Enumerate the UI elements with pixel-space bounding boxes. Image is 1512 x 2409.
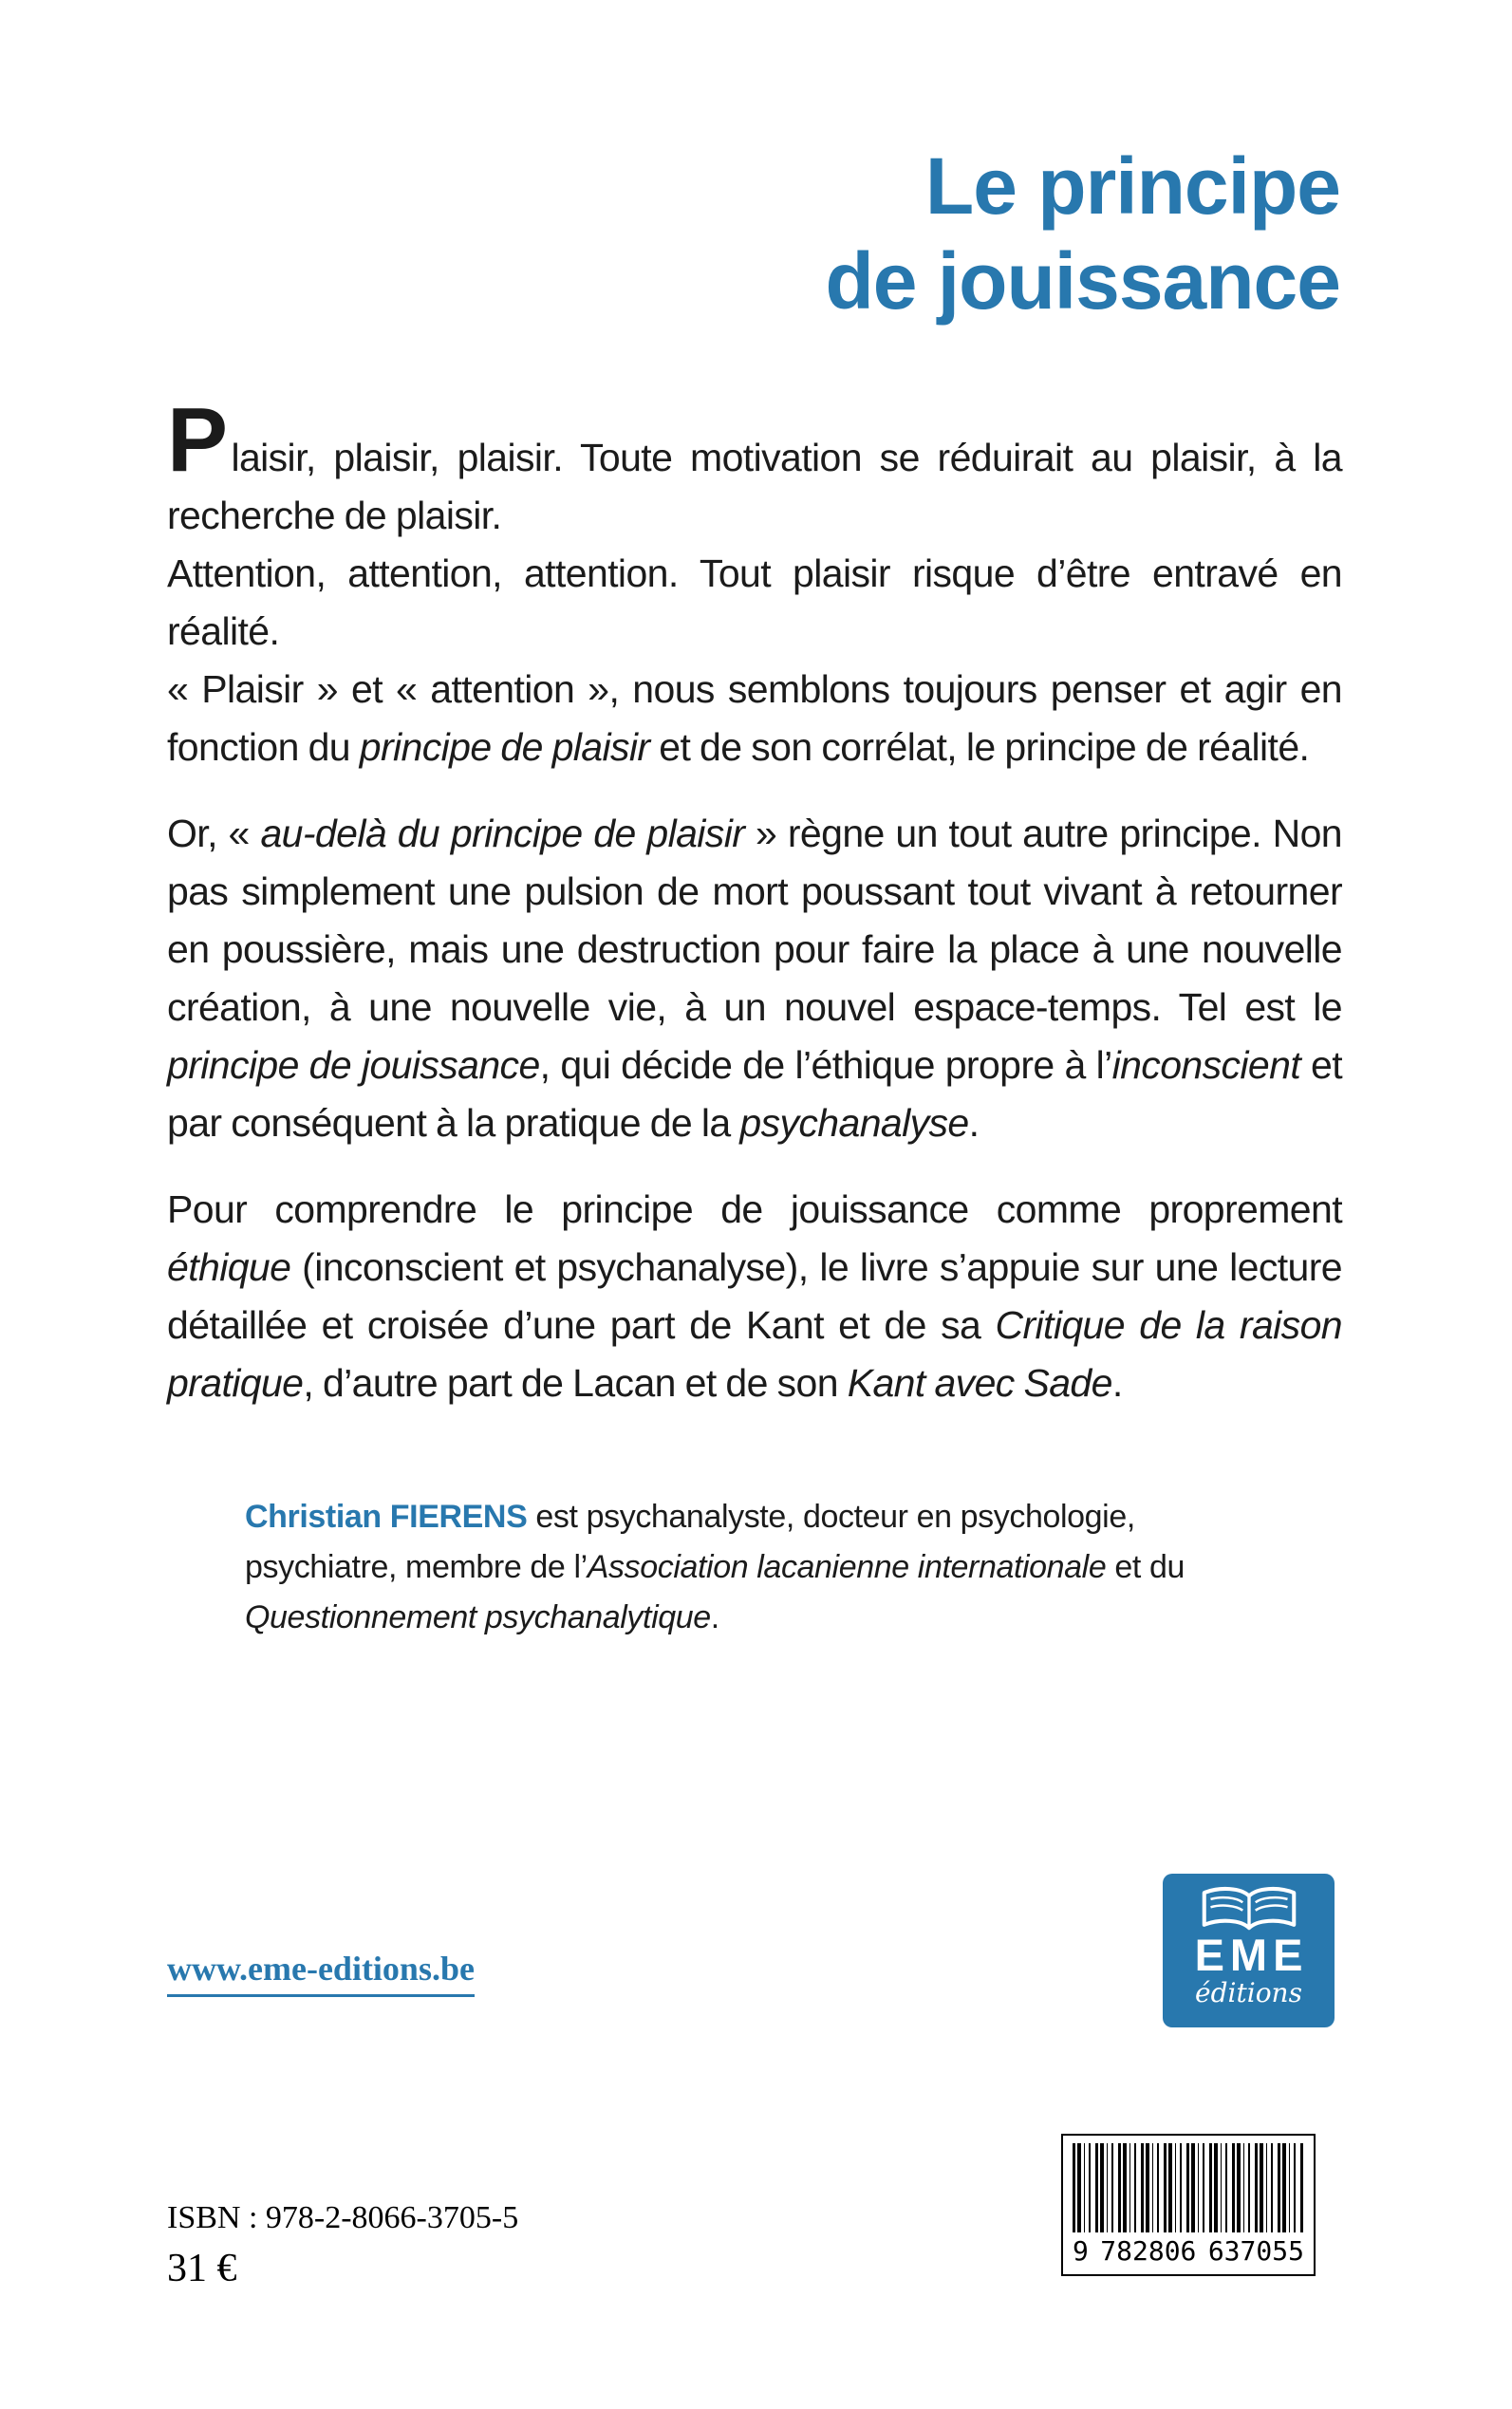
paragraph-text: laisir, plaisir, plaisir. Toute motivation se réduirait au plaisir, à la recherche de plaisir. xyxy=(167,436,1342,537)
paragraph-pour-comprendre: Pour comprendre le principe de jouissance comme proprement éthique (inconscient et psychanalyse), le livre s’appuie sur une lecture détaillée et croisée d’une part de Kant et de sa Critique de la raison pratique, d’autre part de Lacan et de son Kant avec Sade. xyxy=(167,1187,1342,1405)
publisher-logo xyxy=(1163,1874,1335,2027)
book-title-line2: de jouissance xyxy=(825,236,1340,326)
book-title xyxy=(825,139,1340,328)
barcode-digits xyxy=(1073,2235,1304,2268)
isbn-label: ISBN : 978-2-8066-3705-5 xyxy=(167,2200,519,2235)
author-bio: Christian FIERENS est psychanalyste, docteur en psychologie, psychiatre, membre de l’Association lacanienne internationale et du Questionnement psychanalytique. xyxy=(245,1499,1185,1635)
paragraph-principe-plaisir: « Plaisir » et « attention », nous semblons toujours penser et agir en fonction du principe de plaisir et de son corrélat, le principe de réalité. xyxy=(167,667,1342,769)
book-title-line1: Le principe xyxy=(924,141,1340,231)
publisher-logo-subtitle: éditions xyxy=(1195,1977,1302,2008)
blurb-block-3 xyxy=(167,1181,1342,1412)
price-label: 31 € xyxy=(167,2247,237,2290)
barcode-digit-group: 9 xyxy=(1073,2235,1089,2267)
barcode-digit-group: 637055 xyxy=(1207,2235,1304,2267)
paragraph-plaisir xyxy=(167,389,1342,545)
blurb-block-2 xyxy=(167,805,1342,1152)
paragraph-au-dela: Or, « au-delà du principe de plaisir » règne un tout autre principe. Non pas simplement une pulsion de mort poussant tout vivant à retourner en poussière, mais une destruction pour faire la place à une nouvelle création, à une nouvelle vie, à un nouvel espace-temps. Tel est le principe de jouissance, qui décide de l’éthique propre à l’inconscient et par conséquent à la pratique de la psychanalyse. xyxy=(167,812,1342,1145)
publisher-website-link[interactable]: www.eme-editions.be xyxy=(167,1949,475,1997)
barcode xyxy=(1061,2134,1316,2276)
dropcap: P xyxy=(167,389,228,491)
barcode-bars xyxy=(1073,2143,1304,2232)
publisher-logo-name: EME xyxy=(1194,1930,1309,1980)
paragraph-attention: Attention, attention, attention. Tout plaisir risque d’être entravé en réalité. xyxy=(167,551,1342,653)
back-cover-blurb xyxy=(167,389,1342,1412)
open-book-icon xyxy=(1194,1883,1304,1934)
blurb-block-1 xyxy=(167,389,1342,776)
barcode-digit-group: 782806 xyxy=(1100,2235,1197,2267)
